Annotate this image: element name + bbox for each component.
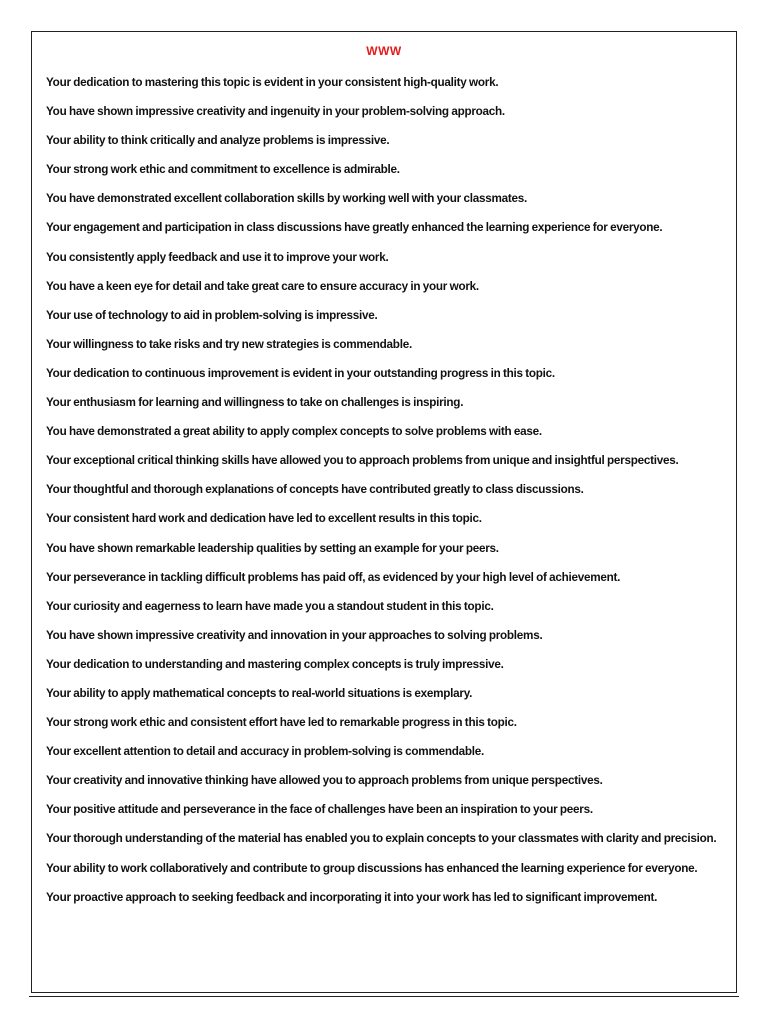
comment-item: You have a keen eye for detail and take great care to ensure accuracy in your work. — [46, 279, 479, 293]
comment-item: You have shown impressive creativity and ingenuity in your problem-solving approach. — [46, 105, 505, 119]
comment-list — [46, 75, 718, 919]
comment-item: Your creativity and innovative thinking have allowed you to approach problems from unique perspectives. — [46, 774, 603, 788]
comment-item: Your proactive approach to seeking feedback and incorporating it into your work has led to significant improvement. — [46, 890, 658, 904]
comment-item: Your enthusiasm for learning and willingness to take on challenges is inspiring. — [46, 396, 464, 410]
comment-item: Your thoughtful and thorough explanations of concepts have contributed greatly to class discussions. — [46, 483, 584, 497]
comment-item: Your perseverance in tackling difficult problems has paid off, as evidenced by your high level of achievement. — [46, 570, 621, 584]
comment-item: Your strong work ethic and commitment to excellence is admirable. — [46, 163, 400, 177]
page-border — [31, 31, 737, 993]
comment-item: Your engagement and participation in class discussions have greatly enhanced the learning experience for everyone. — [46, 221, 663, 235]
comment-item: Your strong work ethic and consistent effort have led to remarkable progress in this topic. — [46, 716, 517, 730]
comment-item: Your consistent hard work and dedication have led to excellent results in this topic. — [46, 512, 482, 526]
comment-item: Your ability to work collaboratively and contribute to group discussions has enhanced the learning experience for everyone. — [46, 861, 698, 875]
comment-item: Your willingness to take risks and try new strategies is commendable. — [46, 337, 412, 351]
comment-item: Your ability to apply mathematical concepts to real-world situations is exemplary. — [46, 686, 473, 700]
comment-item: You have demonstrated excellent collaboration skills by working well with your classmates. — [46, 192, 527, 206]
comment-item: Your ability to think critically and analyze problems is impressive. — [46, 134, 390, 148]
comment-item: You have shown remarkable leadership qualities by setting an example for your peers. — [46, 541, 499, 555]
document-heading: WWW — [366, 44, 402, 58]
comment-item: Your positive attitude and perseverance in the face of challenges have been an inspiration to your peers. — [46, 803, 593, 817]
comment-item: Your thorough understanding of the material has enabled you to explain concepts to your classmates with clarity and precision. — [46, 832, 717, 846]
comment-item: Your exceptional critical thinking skills have allowed you to approach problems from unique and insightful perspectives. — [46, 454, 679, 468]
comment-item: Your dedication to continuous improvement is evident in your outstanding progress in this topic. — [46, 366, 555, 380]
comment-item: Your dedication to understanding and mastering complex concepts is truly impressive. — [46, 657, 504, 671]
comment-item: Your curiosity and eagerness to learn have made you a standout student in this topic. — [46, 599, 494, 613]
comment-item: You have shown impressive creativity and innovation in your approaches to solving problems. — [46, 628, 543, 642]
comment-item: Your use of technology to aid in problem-solving is impressive. — [46, 308, 378, 322]
comment-item: Your dedication to mastering this topic is evident in your consistent high-quality work. — [46, 76, 499, 89]
comment-item: You have demonstrated a great ability to apply complex concepts to solve problems with ease. — [46, 425, 542, 439]
comment-item: You consistently apply feedback and use it to improve your work. — [46, 250, 389, 264]
comment-item: Your excellent attention to detail and accuracy in problem-solving is commendable. — [46, 745, 484, 759]
